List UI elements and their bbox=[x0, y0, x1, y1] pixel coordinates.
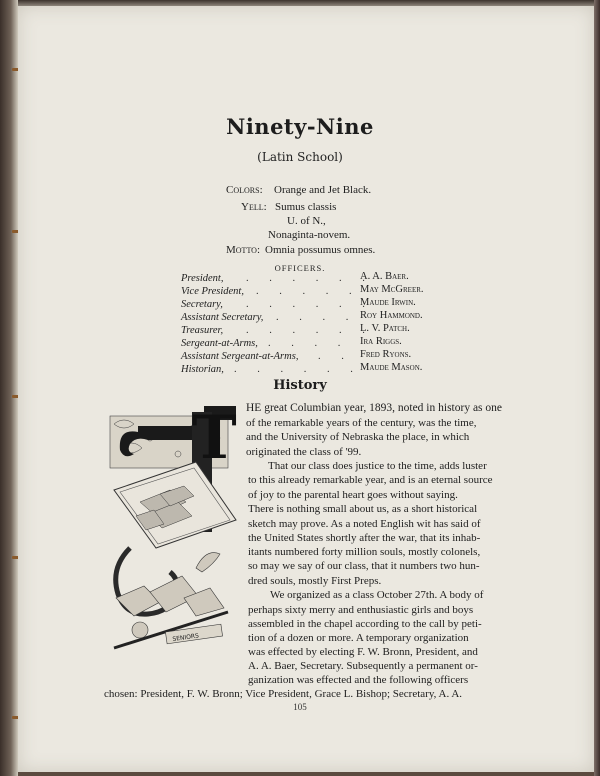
debris-pile bbox=[116, 553, 224, 638]
leader-dots: . . . . . . bbox=[246, 273, 374, 284]
history-line: HE great Columbian year, 1893, noted in history as one bbox=[246, 402, 502, 414]
history-line: was effected by electing F. W. Bronn, President, and bbox=[248, 646, 478, 658]
history-line: That our class does justice to the time, adds luster bbox=[268, 460, 487, 472]
history-line: perhaps sixty merry and enthusiastic girls and boys bbox=[248, 604, 474, 616]
officer-name: A. A. Baer. bbox=[360, 271, 409, 282]
history-line: to this already remarkable year, and is an eternal source bbox=[248, 474, 493, 486]
leader-dots: . . bbox=[318, 351, 353, 362]
officer-name: Ira Riggs. bbox=[360, 336, 402, 347]
officer-name: L. V. Patch. bbox=[360, 323, 410, 334]
history-line: originated the class of '99. bbox=[246, 446, 362, 458]
colors-value: Orange and Jet Black. bbox=[274, 184, 372, 196]
motto-value: Omnia possumus omnes. bbox=[265, 244, 376, 256]
yell-line-1: Sumus classis bbox=[275, 201, 337, 213]
officer-name: May McGreer. bbox=[360, 284, 424, 295]
officer-title: Sergeant-at-Arms, bbox=[181, 338, 258, 349]
history-heading: History bbox=[273, 378, 327, 393]
page-subtitle: (Latin School) bbox=[257, 150, 343, 164]
seniors-banner-label: SENIORS bbox=[172, 632, 200, 644]
officer-title: Vice President, bbox=[181, 286, 244, 297]
drop-cap-letter: T bbox=[192, 403, 237, 473]
history-line: the United States shortly after the war, that its inhab- bbox=[248, 532, 481, 544]
officer-title: Assistant Secretary, bbox=[181, 312, 264, 323]
history-line: chosen: President, F. W. Bronn; Vice President, Grace L. Bishop; Secretary, A. A. bbox=[104, 688, 463, 700]
motto-label: Motto: bbox=[226, 244, 261, 256]
history-line: and the University of Nebraska the place, in which bbox=[246, 431, 470, 443]
colors-label: Colors: bbox=[226, 184, 263, 196]
officer-title: Assistant Sergeant-at-Arms, bbox=[181, 351, 299, 362]
history-line: itants numbered forty million souls, mostly colonels, bbox=[248, 546, 481, 558]
leader-dots: . . . . . . bbox=[234, 364, 362, 375]
history-line: dred souls, mostly First Preps. bbox=[248, 575, 382, 587]
leader-dots: . . . . . bbox=[256, 286, 361, 297]
history-line: A. A. Baer, Secretary. Subsequently a permanent or- bbox=[248, 660, 478, 672]
officer-name: Maude Irwin. bbox=[360, 297, 416, 308]
history-line: ganization was effected and the following officers bbox=[248, 674, 469, 686]
page-number: 105 bbox=[293, 702, 307, 712]
history-line: sketch may prove. As a noted English wit has said of bbox=[248, 518, 481, 530]
officer-title: President, bbox=[181, 273, 224, 284]
yell-line-3: Nonaginta-novem. bbox=[268, 229, 351, 241]
history-line: so may we say of our class, that it numbers two hun- bbox=[248, 560, 480, 572]
history-line: assembled in the chapel according to the call by peti- bbox=[248, 618, 482, 630]
officer-name: Maude Mason. bbox=[360, 362, 423, 373]
leader-dots: . . . . bbox=[268, 338, 350, 349]
officer-title: Secretary, bbox=[181, 299, 223, 310]
history-line: of joy to the parental heart goes without saying. bbox=[248, 489, 458, 501]
history-line: We organized as a class October 27th. A body of bbox=[270, 589, 484, 601]
page-title: Ninety-Nine bbox=[226, 114, 374, 139]
history-line: There is nothing small about us, as a short historical bbox=[248, 503, 478, 515]
leader-dots: . . . . . . bbox=[246, 325, 374, 336]
leader-dots: . . . . . . bbox=[246, 299, 374, 310]
yell-line-2: U. of N., bbox=[287, 215, 326, 227]
drop-cap-illustration bbox=[100, 398, 242, 656]
officer-name: Roy Hammond. bbox=[360, 310, 423, 321]
history-line: of the remarkable years of the century, was the time, bbox=[246, 417, 477, 429]
officer-title: Historian, bbox=[181, 364, 224, 375]
yell-label: Yell: bbox=[241, 201, 267, 213]
officer-name: Fred Ryons. bbox=[360, 349, 412, 360]
leader-dots: . . . . bbox=[276, 312, 358, 323]
officers-heading: OFFICERS. bbox=[274, 263, 326, 273]
history-line: tion of a dozen or more. A temporary organization bbox=[248, 632, 469, 644]
officer-title: Treasurer, bbox=[181, 325, 224, 336]
